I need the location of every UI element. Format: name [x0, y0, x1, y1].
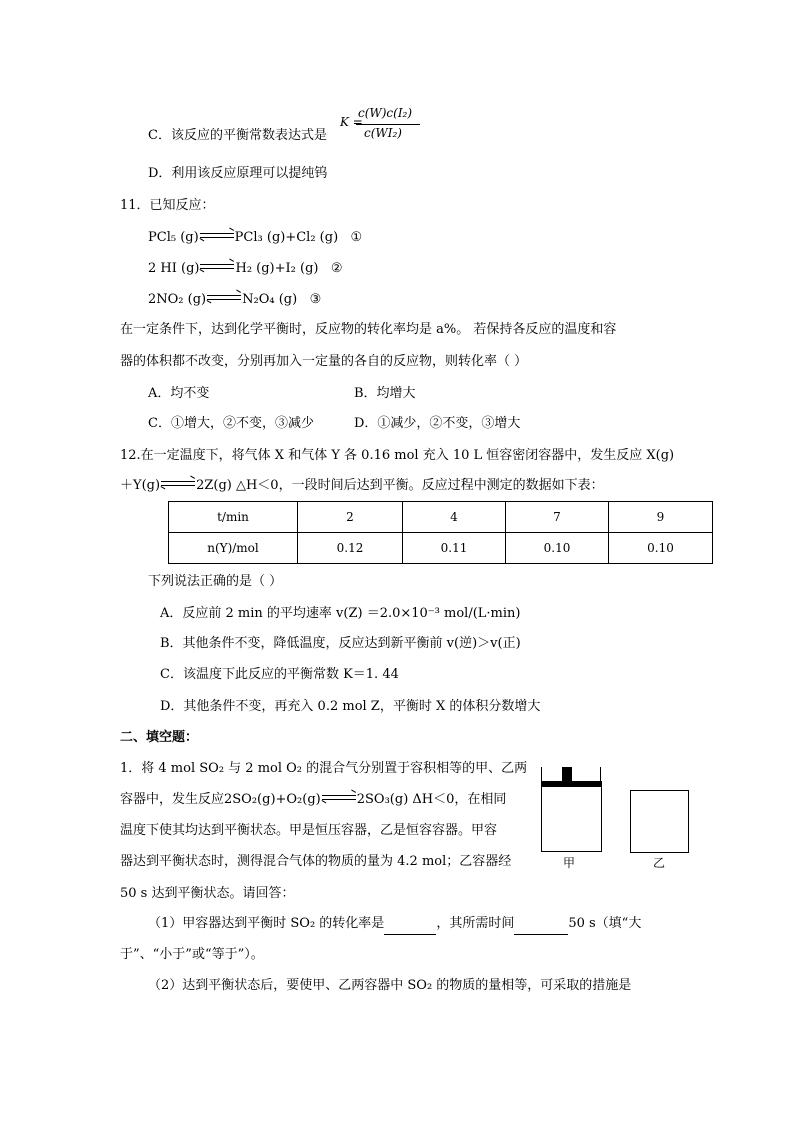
equilibrium-arrow-icon [207, 294, 241, 302]
q11-reaction-2 [148, 259, 343, 279]
fill1-reaction-right: 2SO₃(g) ΔH＜0，在相同 [356, 792, 507, 807]
table-cell: 4 [403, 502, 506, 533]
reaction-2-reactants: 2 HI (g) [148, 261, 200, 276]
equilibrium-arrow-icon [322, 794, 356, 802]
q11-text-line-2: 器的体积都不改变，分别再加入一定量的各自的反应物，则转化率（ ） [120, 354, 528, 369]
fill1-line-2 [120, 790, 506, 810]
q12-option-a: A．反应前 2 min 的平均速率 v(Z) ＝2.0×10⁻³ mol/(L·min) [160, 606, 521, 621]
q12-ask: 下列说法正确的是（ ） [148, 574, 283, 589]
table-cell: 0.11 [403, 533, 506, 564]
q10-option-c: C．该反应的平衡常数表达式是 [148, 128, 327, 143]
q11-text-line-1: 在一定条件下，达到化学平衡时，反应物的转化率均是 a%。 若保持各反应的温度和容 [120, 322, 617, 337]
q12-reactant: ＋Y(g) [120, 478, 161, 493]
table-cell: 2 [298, 502, 403, 533]
fraction-bar [356, 124, 420, 125]
q12-option-b: B．其他条件不变，降低温度，反应达到新平衡前 v(逆)＞v(正) [160, 636, 521, 651]
table-row [169, 502, 713, 533]
fraction-denominator: c(WI₂) [364, 126, 402, 140]
fill1-reaction-left: 容器中，发生反应2SO₂(g)+O₂(g) [120, 792, 321, 807]
q12-line-1: 12.在一定温度下，将气体 X 和气体 Y 各 0.16 mol 充入 10 L 恒容密闭容器中，发生反应 X(g) [120, 448, 675, 463]
q11-reaction-3 [148, 290, 321, 310]
table-cell: 0.10 [506, 533, 609, 564]
reaction-3-number: ③ [309, 292, 322, 307]
table-cell: 9 [609, 502, 713, 533]
q11-option-a: A．均不变 [148, 386, 210, 401]
reaction-2-number: ② [330, 261, 343, 276]
reaction-2-products: H₂ (g)+I₂ (g) [235, 261, 319, 276]
fill1-question-2: （2）达到平衡状态后，要使甲、乙两容器中 SO₂ 的物质的量相等，可采取的措施是 [148, 978, 632, 993]
q1-part-a: （1）甲容器达到平衡时 SO₂ 的转化率是 [148, 916, 385, 931]
q12-option-c: C．该温度下此反应的平衡常数 K＝1. 44 [160, 667, 399, 682]
q11-option-c: C．①增大，②不变，③减少 [148, 416, 314, 431]
fill1-line-1: 1．将 4 mol SO₂ 与 2 mol O₂ 的混合气分别置于容积相等的甲、乙两 [120, 761, 528, 776]
q10-option-d: D．利用该反应原理可以提纯钨 [148, 166, 328, 181]
data-table [168, 501, 713, 564]
k-symbol: K = [340, 115, 363, 129]
table-cell: 7 [506, 502, 609, 533]
fraction-numerator: c(W)c(I₂) [358, 106, 413, 120]
container-wall [541, 767, 542, 781]
reaction-1-products: PCl₃ (g)+Cl₂ (g) [234, 230, 339, 245]
q12-option-d: D．其他条件不变，再充入 0.2 mol Z，平衡时 X 的体积分数增大 [160, 699, 541, 714]
equilibrium-arrow-icon [200, 263, 234, 271]
fill1-question-1-cont: 于”、“小于”或“等于”）。 [120, 947, 264, 962]
reaction-3-reactants: 2NO₂ (g) [148, 292, 207, 307]
container-jia [541, 786, 602, 852]
fill1-line-3: 温度下使其均达到平衡状态。甲是恒压容器，乙是恒容容器。甲容 [120, 823, 498, 838]
piston-rod [562, 767, 572, 782]
reaction-3-products: N₂O₄ (g) [242, 292, 298, 307]
q11-stem: 11．已知反应： [120, 198, 215, 213]
table-cell: 0.12 [298, 533, 403, 564]
equilibrium-arrow-icon [200, 232, 234, 240]
fill1-question-1 [148, 914, 641, 935]
answer-blank-1[interactable] [384, 914, 436, 935]
q12-product-text: 2Z(g) △H＜0，一段时间后达到平衡。反应过程中测定的数据如下表： [196, 478, 604, 493]
table-cell: 0.10 [609, 533, 713, 564]
q11-option-b: B．均增大 [354, 386, 416, 401]
equilibrium-constant-fraction [340, 106, 430, 146]
container-yi-label: 乙 [653, 856, 666, 870]
q1-part-c: 50 s（填“大 [568, 916, 642, 931]
reaction-1-reactants: PCl₅ (g) [148, 230, 199, 245]
section-title: 二、填空题： [120, 730, 199, 745]
container-yi [630, 790, 689, 853]
q12-line-2 [120, 476, 604, 496]
q11-reaction-1 [148, 228, 362, 248]
container-jia-label: 甲 [563, 856, 576, 870]
equilibrium-arrow-icon [161, 480, 195, 488]
container-wall [600, 767, 601, 781]
fill1-line-5: 50 s 达到平衡状态。请回答： [120, 886, 295, 901]
q1-part-b: ，其所需时间 [436, 916, 515, 931]
table-cell: n(Y)/mol [169, 533, 298, 564]
answer-blank-2[interactable] [514, 914, 568, 935]
reaction-1-number: ① [350, 230, 363, 245]
table-row [169, 533, 713, 564]
q11-option-d: D．①减少，②不变，③增大 [354, 416, 521, 431]
table-cell: t/min [169, 502, 298, 533]
fill1-line-4: 器达到平衡状态时，测得混合气体的物质的量为 4.2 mol；乙容器经 [120, 854, 512, 869]
